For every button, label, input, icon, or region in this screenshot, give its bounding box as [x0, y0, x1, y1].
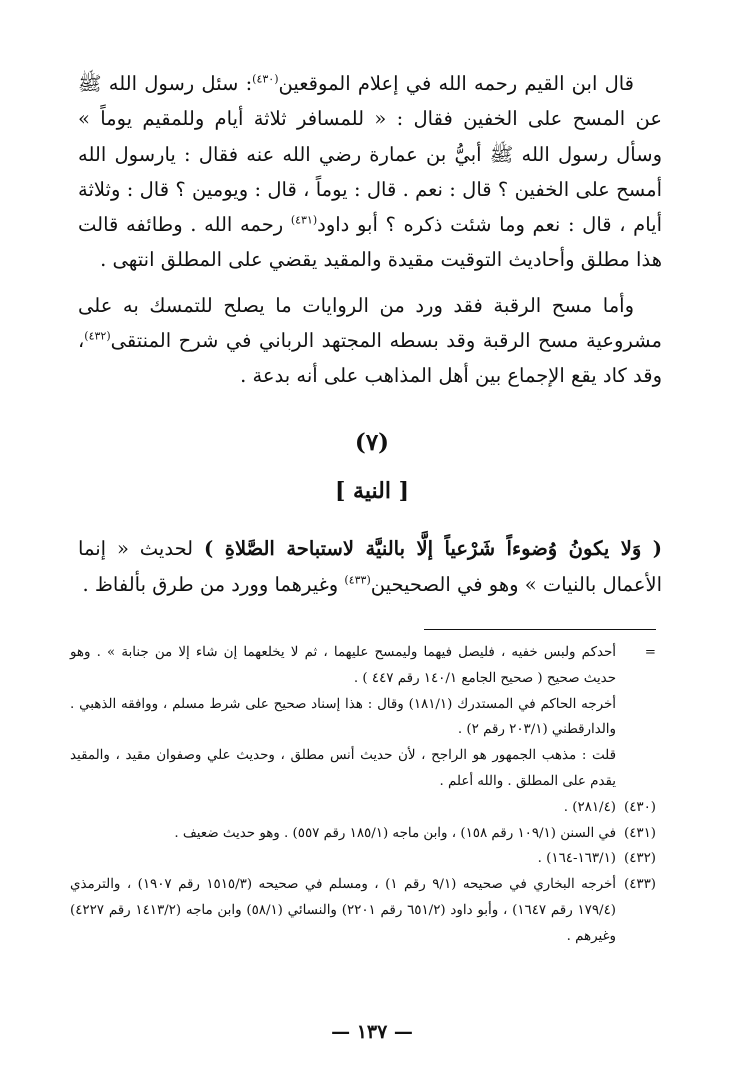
footnote-text: (١٦٣/١-١٦٤) .: [537, 851, 616, 867]
footnote-text: أحدكم ولبس خفيه ، فليصل فيهما وليمسح عليهما ، ثم لا يخلعهما إن شاء إلا من جنابة » . وهو حديث صحيح ( صحيح الجامع ١٤٠/١ رقم ٤٤٧ ) .: [70, 645, 616, 686]
footnote-number: (٤٣٣): [623, 877, 656, 893]
footnote-number: (٤٣١): [623, 825, 656, 841]
paragraph-neck-wiping: وأما مسح الرقبة فقد ورد من الروايات ما يصلح للتمسك به على مشروعية مسح الرقبة وقد بسطه المجتهد الرباني في شرح المنتقى$^{(٤٣٢)}$، وقد كاد يقع الإجماع بين أهل المذاهب على أنه بدعة .: [78, 293, 662, 388]
footnote-432: [70, 846, 656, 872]
footnote-ref-430: (٤٣٠): [252, 72, 279, 86]
footnote-divider: [424, 629, 656, 630]
footnote-text: أخرجه الحاكم في المستدرك (١٨١/١) وقال : هذا إسناد صحيح على شرط مسلم ، ووافقه الذهبي . والدارقطني (٢٠٣/١ رقم ٢) .: [70, 696, 616, 738]
footnote-number: =: [644, 645, 656, 660]
main-text: [78, 66, 662, 394]
footnotes: [70, 640, 656, 950]
footnote-text: (٢٨١/٤) .: [563, 799, 616, 815]
footnote-text: قلت : مذهب الجمهور هو الراجح ، لأن حديث أنس مطلق ، وحديث علي وصفوان مقيد ، والمقيد يقدم على المطلق . والله أعلم .: [70, 748, 616, 789]
footnote-430: [70, 795, 656, 821]
footnote-number: (٤٣٠): [623, 799, 656, 815]
rule-paragraph: ( وَلا يكونُ وُضوءاً شَرْعياً إلَّا بالنيَّة لاستباحة الصَّلاةِ ) لحديث « إنما الأعمال بالنيات » وهو في الصحيحين$^{(٤٣٣)}$ وغيرهما وورد من طرق بألفاظ .: [78, 537, 662, 596]
footnote-number: (٤٣٢): [623, 851, 656, 867]
footnote-433: [70, 872, 656, 949]
footnote-431: [70, 821, 656, 847]
paragraph-ibn-alqayyim: قال ابن القيم رحمه الله في إعلام الموقعين$^{(٤٣٠)}$: سئل رسول الله ﷺ عن المسح على الخفين فقال : « للمسافر ثلاثة أيام وللمقيم يوماً » وسأل رسول الله ﷺ أبيُّ بن عمارة رضي الله عنه فقال : يارسول الله أمسح على الخفين ؟ قال : نعم . قال : يوماً ، قال : ويومين ؟ قال : وثلاثة أيام ، قال : نعم وما شئت ذكره ؟ أبو داود$^{(٤٣١)}$ رحمه الله . وطائفه قالت هذا مطلق وأحاديث التوقيت مقيدة والمقيد يقضي على المطلق انتهى .: [78, 72, 663, 272]
footnote-text: في السنن (١٠٩/١ رقم ١٥٨) ، وابن ماجه (١٨٥/١ رقم ٥٥٧) . وهو حديث ضعيف .: [174, 825, 616, 841]
footnote-ref-433: (٤٣٣): [344, 573, 371, 586]
section-number: (٧): [354, 429, 390, 456]
footnote-ref-431: (٤٣١): [290, 213, 318, 227]
footnote-ref-432: (٤٣٢): [84, 329, 111, 343]
footnote-continued: [70, 692, 656, 744]
section-title: [ النية ]: [334, 478, 410, 504]
footnote-text: أخرجه البخاري في صحيحه (٩/١ رقم ١) ، ومسلم في صحيحه (١٥١٥/٣ رقم ١٩٠٧) ، والترمذي (١٧٩/٤ رقم ١٦٤٧) ، وأبو داود (٦٥١/٢ رقم ٢٢٠١) والنسائي (٥٨/١) وابن ماجه (١٤١٣/٢ رقم ٤٢٢٧) وغيرهم .: [70, 877, 617, 944]
page-number: — ١٣٧ —: [331, 1021, 413, 1043]
footnote-continued: [70, 640, 656, 692]
footnote-continued: [70, 743, 656, 795]
rule-statement: ( وَلا يكونُ وُضوءاً شَرْعياً إلَّا بالنيَّة لاستباحة الصَّلاةِ ): [204, 537, 662, 560]
